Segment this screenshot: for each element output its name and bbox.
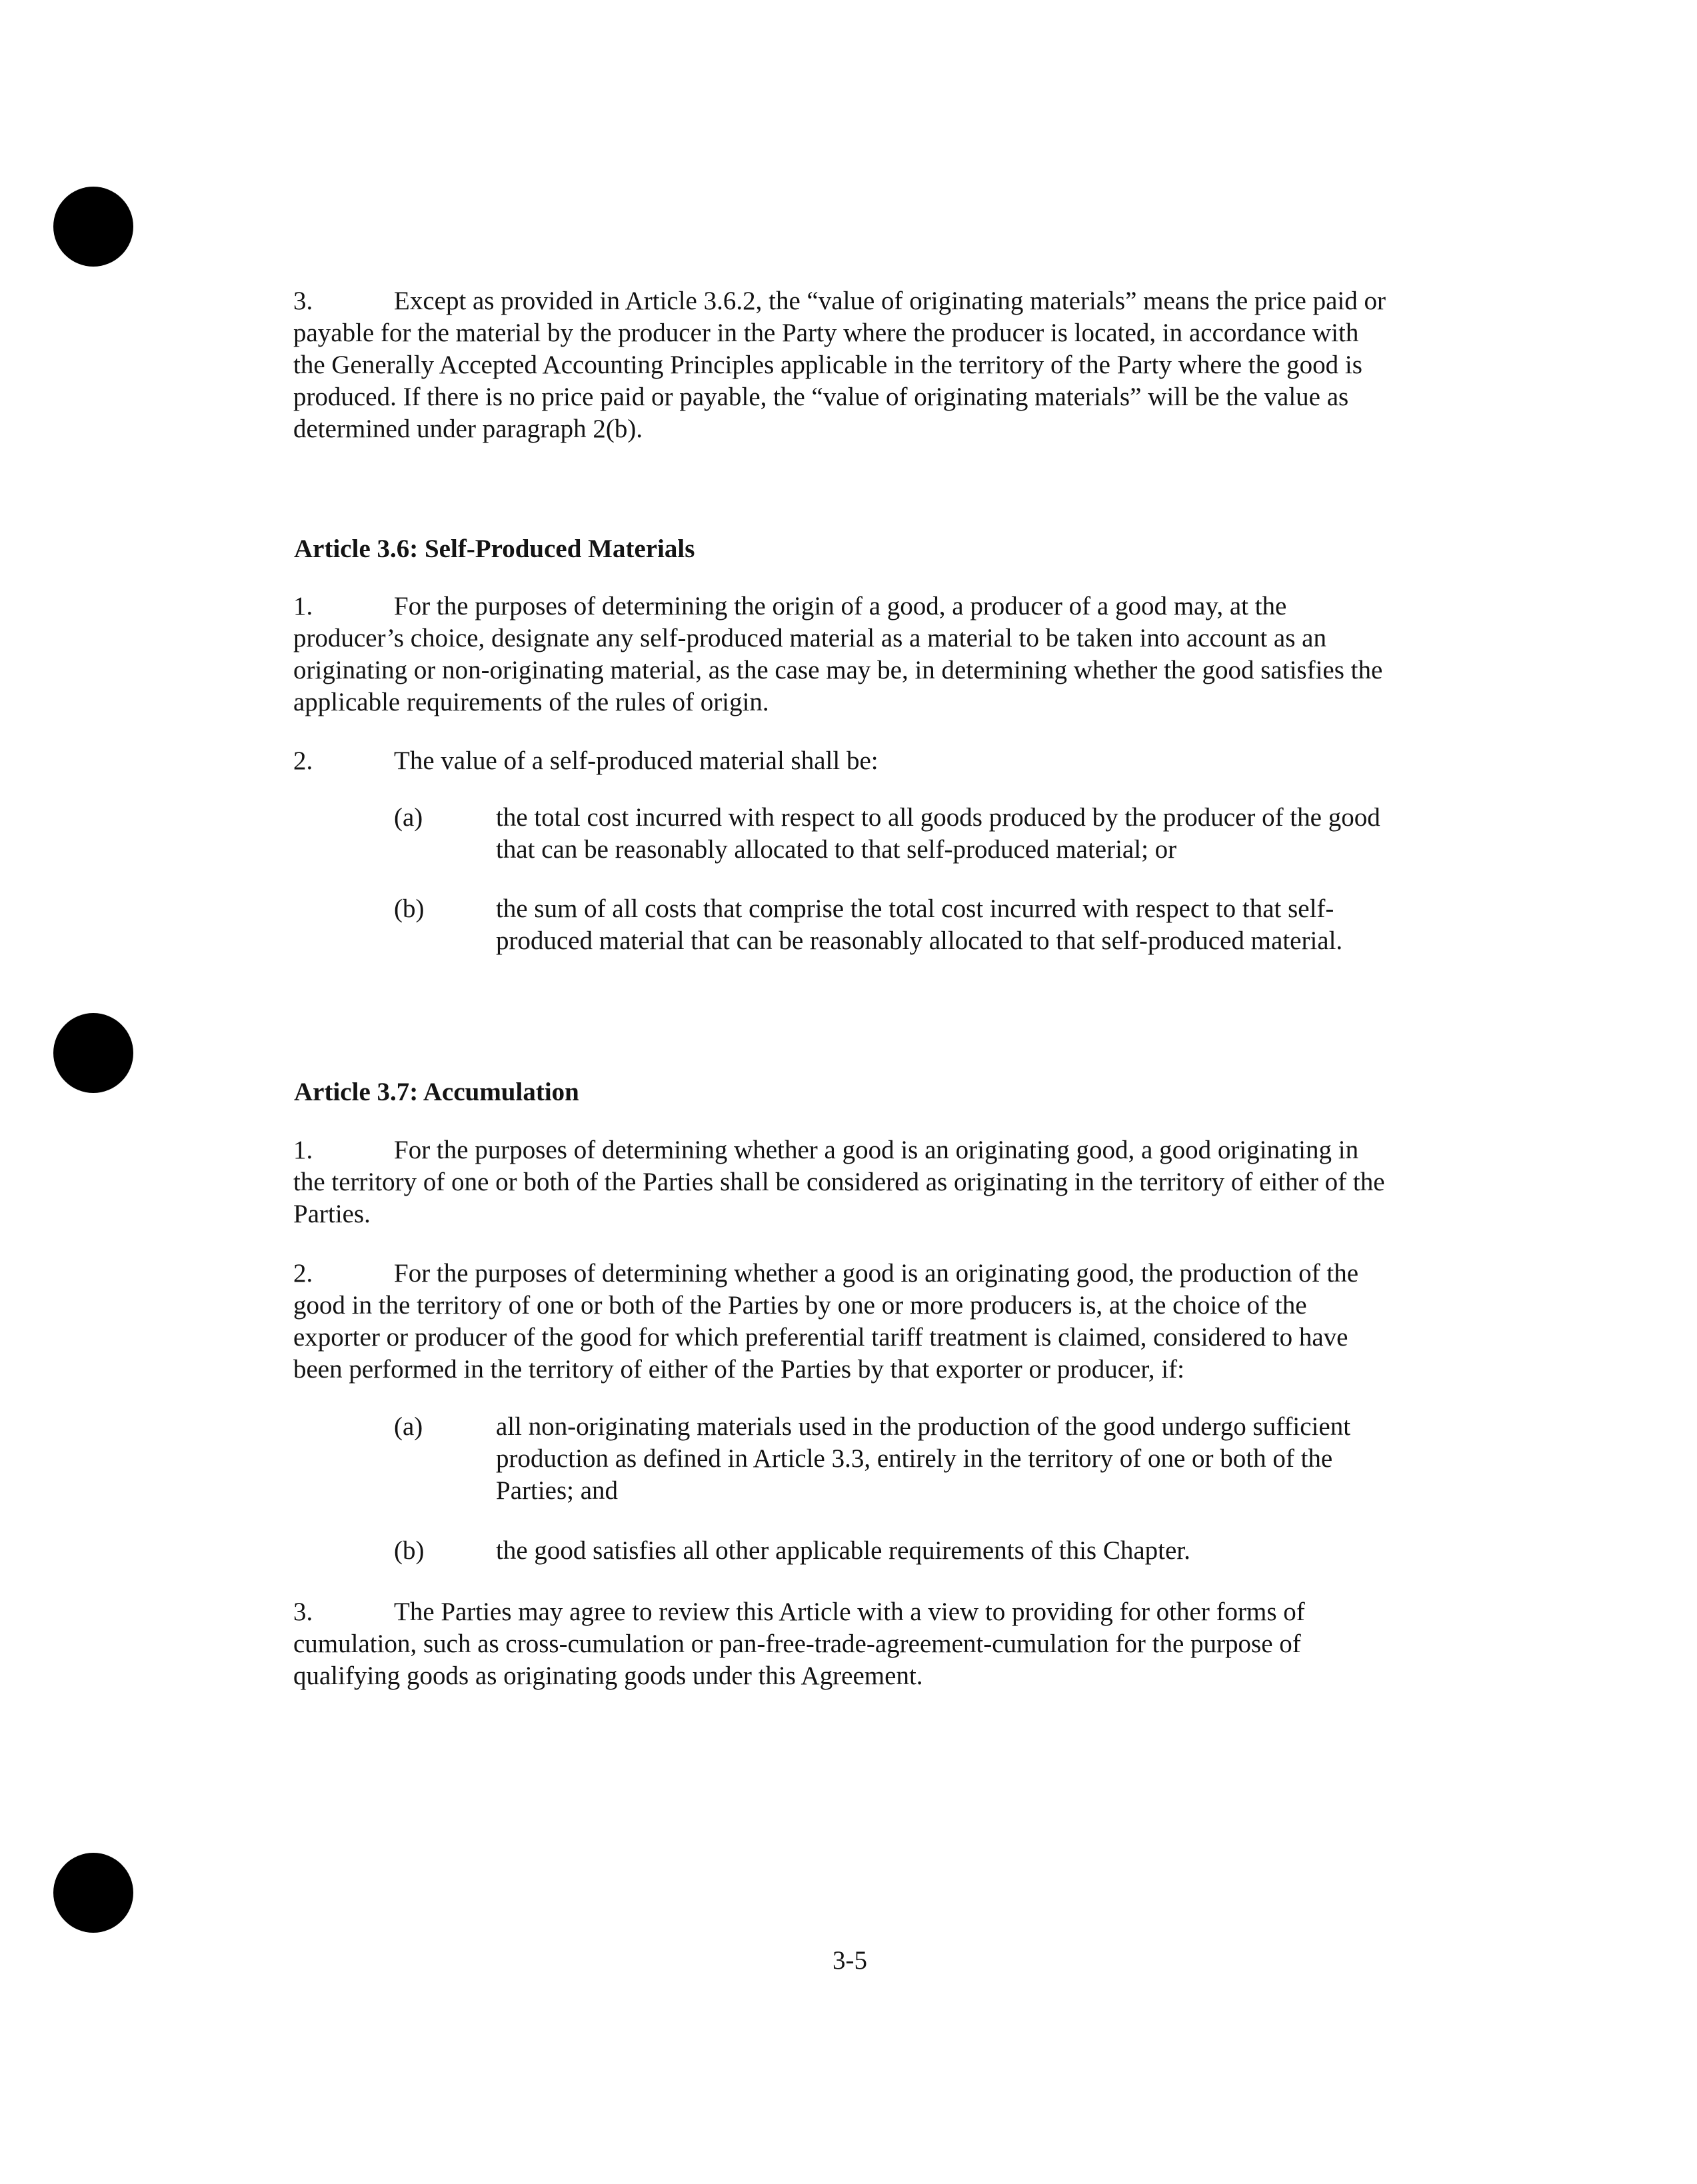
article-3-7-paragraph-1 [293,1134,1393,1230]
paragraph-number: 3. [293,287,313,315]
item-text: all non-originating materials used in the production of the good undergo sufficient production as defined in Article 3.3, entirely in the territory of one or both of the Parties; and [496,1412,1351,1505]
paragraph-text: For the purposes of determining whether a good is an originating good, a good originating in the territory of one or both of the Parties shall be considered as originating in the territory of either of the Parties. [293,1136,1385,1228]
item-label: (a) [394,1412,423,1441]
article-3-6-heading: Article 3.6: Self-Produced Materials [294,535,695,563]
article-3-6-paragraph-2 [293,745,1393,777]
paragraph-number: 2. [293,746,313,775]
article-3-7-paragraph-3 [293,1596,1393,1692]
punch-hole-bottom [53,1853,133,1933]
article-3-7-paragraph-2 [293,1258,1393,1386]
paragraph-3-value-of-originating-materials [293,285,1393,445]
item-label: (b) [394,1536,425,1565]
paragraph-number: 1. [293,1136,313,1164]
item-text: the sum of all costs that comprise the total cost incurred with respect to that self-produced material that can be reasonably allocated to that self-produced material. [496,894,1343,955]
page-number: 3-5 [833,1946,867,1975]
paragraph-number: 2. [293,1259,313,1288]
article-3-7-heading: Article 3.7: Accumulation [294,1078,579,1106]
punch-hole-top [53,187,133,267]
article-3-6-paragraph-1 [293,590,1393,718]
paragraph-text: The Parties may agree to review this Article with a view to providing for other forms of cumulation, such as cross-cumulation or pan-free-trade-agreement-cumulation for the purpose of qualifying goods as originating goods under this Agreement. [293,1598,1305,1690]
paragraph-text: For the purposes of determining the origin of a good, a producer of a good may, at the producer’s choice, designate any self-produced material as a material to be taken into account as an originating or non-originating material, as the case may be, in determining whether the good satisfies the applicable requirements of the rules of origin. [293,592,1383,716]
paragraph-text: Except as provided in Article 3.6.2, the “value of originating materials” means the price paid or payable for the material by the producer in the Party where the producer is located, in accordance with the Generally Accepted Accounting Principles applicable in the territory of the Party where the good is produced. If there is no price paid or payable, the “value of originating materials” will be the value as determined under paragraph 2(b). [293,287,1386,443]
paragraph-text: The value of a self-produced material shall be: [394,746,878,775]
paragraph-text: For the purposes of determining whether a good is an originating good, the production of the good in the territory of one or both of the Parties by one or more producers is, at the choice of the exporter or producer of the good for which preferential tariff treatment is claimed, considered to have been performed in the territory of either of the Parties by that exporter or producer, if: [293,1259,1359,1384]
item-label: (a) [394,803,423,832]
paragraph-number: 3. [293,1598,313,1626]
paragraph-number: 1. [293,592,313,620]
punch-hole-middle [53,1013,133,1093]
item-label: (b) [394,894,425,923]
item-text: the total cost incurred with respect to all goods produced by the producer of the good that can be reasonably allocated to that self-produced material; or [496,803,1380,864]
item-text: the good satisfies all other applicable requirements of this Chapter. [496,1536,1190,1565]
